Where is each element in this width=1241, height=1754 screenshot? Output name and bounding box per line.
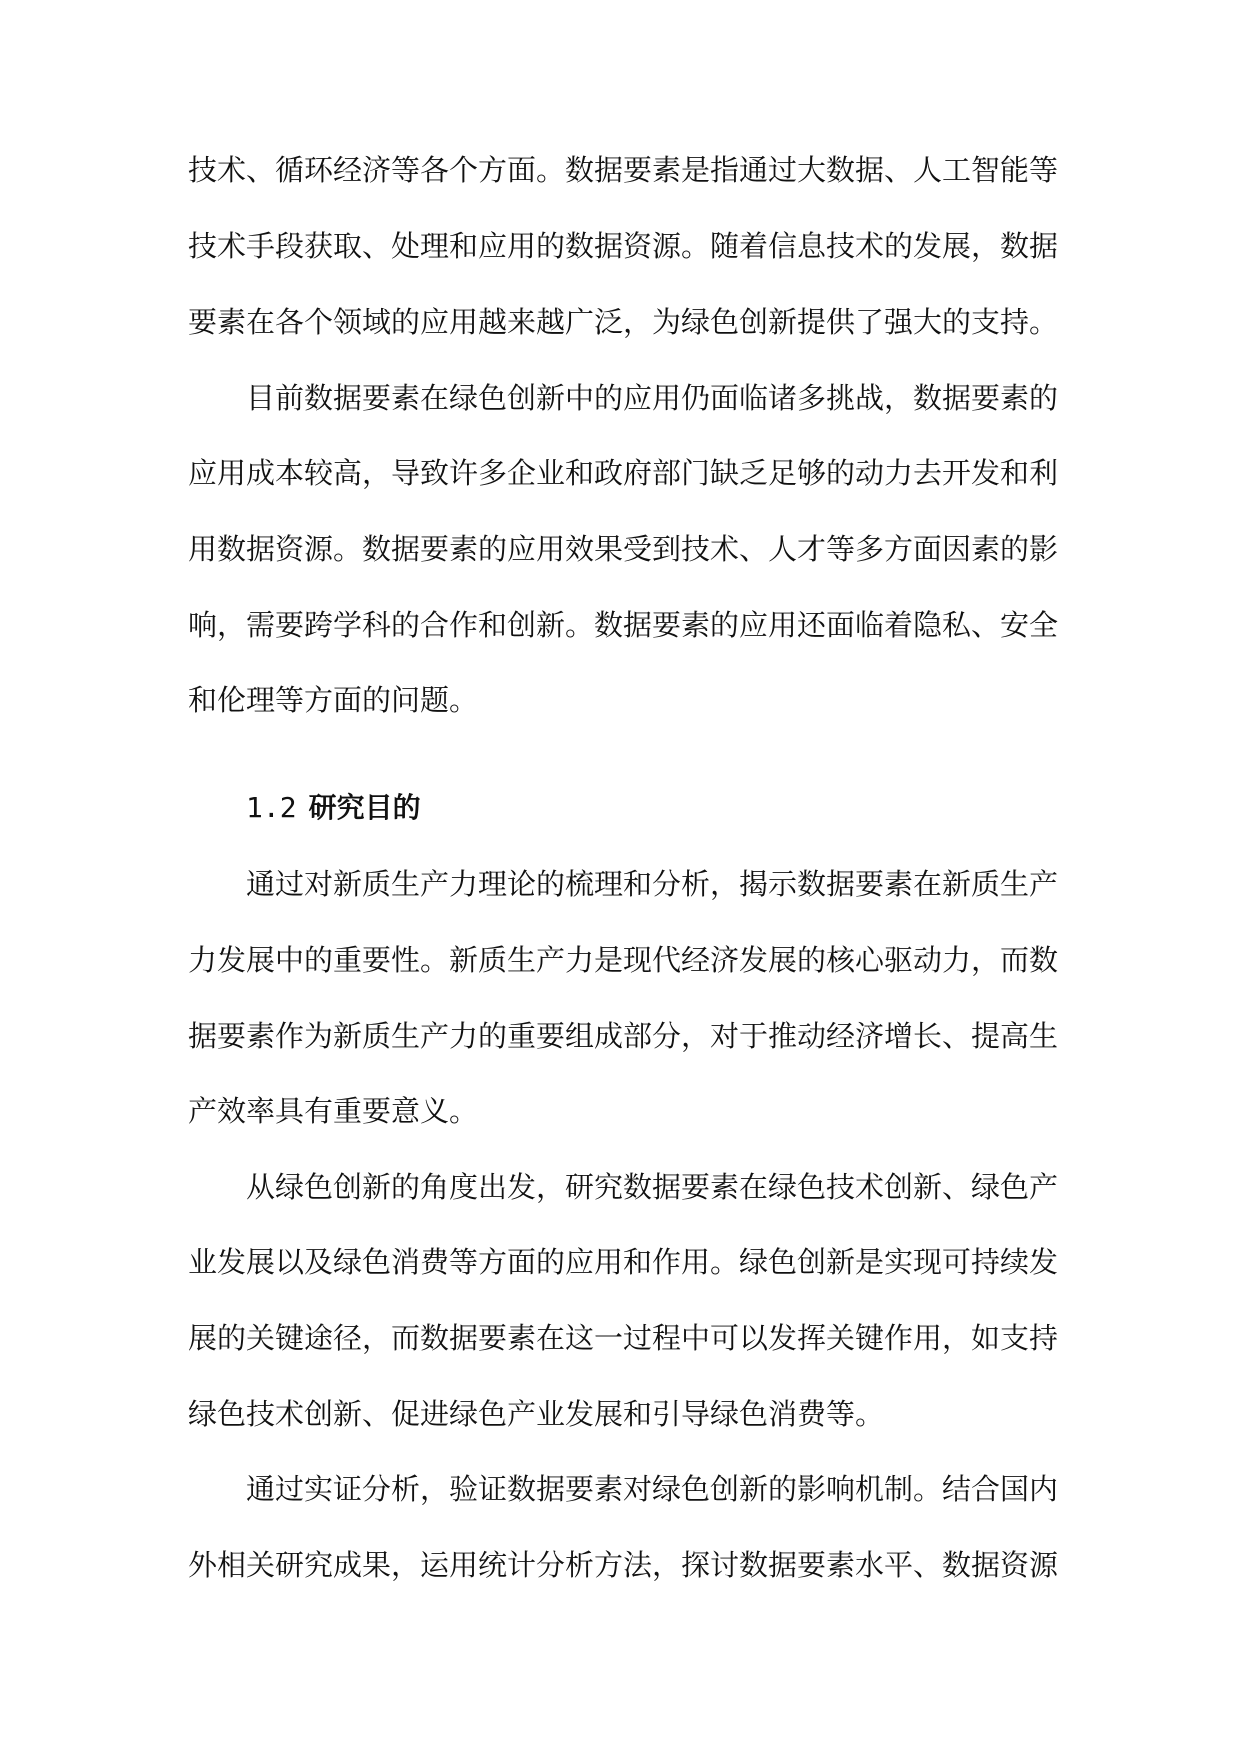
text-line: 要素在各个领域的应用越来越广泛，为绿色创新提供了强大的支持。 (188, 305, 1059, 339)
text-line: 技术手段获取、处理和应用的数据资源。随着信息技术的发展，数据 (188, 229, 1059, 263)
text-line: 应用成本较高，导致许多企业和政府部门缺乏足够的动力去开发和利 (188, 456, 1059, 490)
text-line: 业发展以及绿色消费等方面的应用和作用。绿色创新是实现可持续发 (188, 1245, 1059, 1279)
text-line: 目前数据要素在绿色创新中的应用仍面临诸多挑战，数据要素的 (246, 381, 1059, 415)
text-line: 从绿色创新的角度出发，研究数据要素在绿色技术创新、绿色产 (246, 1170, 1059, 1204)
section-title: 研究目的 (308, 791, 421, 824)
text-line: 据要素作为新质生产力的重要组成部分，对于推动经济增长、提高生 (188, 1019, 1059, 1053)
text-line: 绿色技术创新、促进绿色产业发展和引导绿色消费等。 (188, 1397, 885, 1431)
text-line: 通过对新质生产力理论的梳理和分析，揭示数据要素在新质生产 (246, 867, 1059, 901)
text-line: 力发展中的重要性。新质生产力是现代经济发展的核心驱动力，而数 (188, 943, 1059, 977)
text-line: 产效率具有重要意义。 (188, 1094, 479, 1128)
section-heading (246, 788, 421, 828)
text-line: 响，需要跨学科的合作和创新。数据要素的应用还面临着隐私、安全 (188, 608, 1059, 642)
text-line: 通过实证分析，验证数据要素对绿色创新的影响机制。结合国内 (246, 1472, 1059, 1506)
text-line: 展的关键途径，而数据要素在这一过程中可以发挥关键作用，如支持 (188, 1321, 1059, 1355)
text-line: 技术、循环经济等各个方面。数据要素是指通过大数据、人工智能等 (188, 153, 1059, 187)
text-line: 用数据资源。数据要素的应用效果受到技术、人才等多方面因素的影 (188, 532, 1059, 566)
text-line: 和伦理等方面的问题。 (188, 683, 479, 717)
section-number: 1.2 (246, 791, 297, 824)
text-line: 外相关研究成果，运用统计分析方法，探讨数据要素水平、数据资源 (188, 1548, 1059, 1582)
